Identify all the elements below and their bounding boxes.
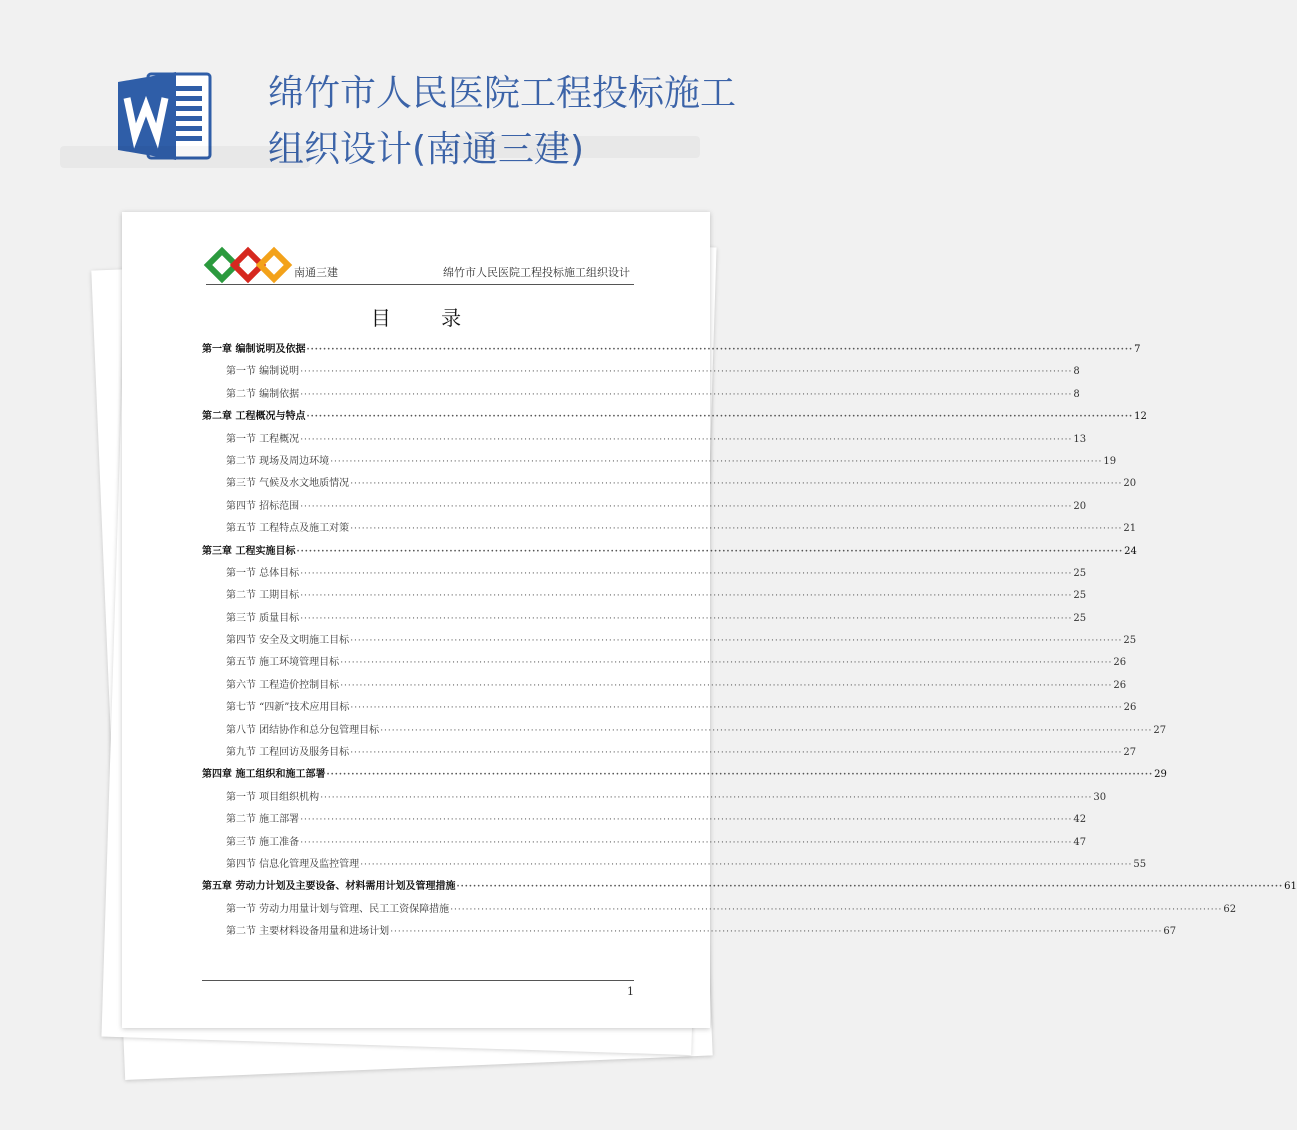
toc-dot-leader: ········································································································································································································ — [306, 345, 1134, 355]
toc-entry-title: 第五章 劳动力计划及主要设备、材料需用计划及管理措施 — [202, 881, 456, 893]
toc-entry-page: 21 — [1123, 523, 1137, 535]
toc-entry-page: 25 — [1073, 612, 1087, 624]
document-title: 绵竹市人民医院工程投标施工组织设计(南通三建) — [268, 73, 737, 170]
page-number: 1 — [627, 985, 634, 998]
toc-entry-page: 27 — [1123, 747, 1137, 759]
toc-entry-page: 20 — [1073, 500, 1087, 512]
toc-dot-leader: ········································································································································································································ — [300, 501, 1073, 512]
toc-dot-leader: ········································································································································································································ — [350, 524, 1123, 535]
toc-chapter-entry[interactable] — [202, 542, 1137, 564]
toc-section-entry[interactable] — [202, 564, 1087, 586]
toc-entry-page: 30 — [1093, 791, 1107, 803]
toc-entry-page: 13 — [1073, 433, 1087, 445]
toc-section-entry[interactable] — [202, 452, 1117, 474]
toc-section-entry[interactable] — [202, 788, 1107, 810]
header-project-title: 绵竹市人民医院工程投标施工组织设计 — [443, 266, 630, 279]
toc-entry-title: 第二节 主要材料设备用量和进场计划 — [226, 926, 390, 938]
toc-section-entry[interactable] — [202, 474, 1137, 496]
toc-entry-title: 第一节 项目组织机构 — [226, 791, 320, 803]
toc-dot-leader: ········································································································································································································ — [340, 658, 1113, 669]
toc-dot-leader: ········································································································································································································ — [340, 680, 1113, 691]
toc-dot-leader: ········································································································································································································ — [300, 591, 1073, 602]
toc-section-entry[interactable] — [202, 721, 1167, 743]
toc-entry-page: 19 — [1103, 455, 1117, 467]
toc-entry-title: 第二节 施工部署 — [226, 814, 300, 826]
toc-entry-title: 第一节 劳动力用量计划与管理、民工工资保障措施 — [226, 903, 450, 915]
company-logo — [206, 248, 290, 282]
toc-section-entry[interactable] — [202, 430, 1087, 452]
company-name: 南通三建 — [294, 266, 338, 279]
toc-section-entry[interactable] — [202, 362, 1080, 384]
toc-entry-title: 第一节 编制说明 — [226, 366, 300, 378]
toc-entry-title: 第二章 工程概况与特点 — [202, 411, 306, 423]
document-page — [122, 212, 1297, 1028]
toc-dot-leader: ········································································································································································································ — [350, 636, 1123, 647]
toc-entry-title: 第三节 质量目标 — [226, 612, 300, 624]
toc-section-entry[interactable] — [202, 922, 1177, 944]
toc-entry-page: 29 — [1154, 769, 1167, 781]
toc-entry-title: 第三章 工程实施目标 — [202, 545, 296, 557]
toc-dot-leader: ········································································································································································································ — [326, 770, 1154, 781]
toc-entry-title: 第五节 工程特点及施工对策 — [226, 523, 350, 535]
toc-section-entry[interactable] — [202, 833, 1087, 855]
toc-chapter-entry[interactable] — [202, 340, 1141, 362]
toc-dot-leader: ········································································································································································································ — [296, 546, 1124, 557]
toc-chapter-entry[interactable] — [202, 407, 1147, 429]
toc-entry-page: 8 — [1073, 366, 1080, 378]
toc-chapter-entry[interactable] — [202, 765, 1167, 787]
page-header — [206, 244, 634, 285]
toc-entry-page: 25 — [1073, 590, 1087, 602]
toc-entry-page: 55 — [1133, 858, 1147, 870]
toc-section-entry[interactable] — [202, 497, 1087, 519]
toc-entry-title: 第四节 招标范围 — [226, 500, 300, 512]
toc-entry-page: 8 — [1073, 388, 1080, 400]
toc-dot-leader: ········································································································································································································ — [320, 792, 1093, 803]
toc-section-entry[interactable] — [202, 900, 1237, 922]
toc-entry-title: 第二节 现场及周边环境 — [226, 455, 330, 467]
toc-entry-title: 第四节 信息化管理及监控管理 — [226, 858, 360, 870]
toc-dot-leader: ········································································································································································································ — [380, 725, 1153, 736]
toc-entry-title: 第三节 气候及水文地质情况 — [226, 478, 350, 490]
toc-entry-page: 26 — [1123, 702, 1137, 714]
toc-entry-page: 47 — [1073, 836, 1087, 848]
toc-dot-leader: ········································································································································································································ — [350, 703, 1123, 714]
toc-entry-title: 第七节 “四新”技术应用目标 — [226, 702, 350, 714]
toc-dot-leader: ········································································································································································································ — [390, 927, 1163, 938]
toc-entry-title: 第四章 施工组织和施工部署 — [202, 769, 326, 781]
toc-dot-leader: ········································································································································································································ — [306, 412, 1134, 423]
toc-entry-title: 第一节 总体目标 — [226, 567, 300, 579]
toc-entry-page: 26 — [1113, 679, 1127, 691]
toc-entry-page: 7 — [1134, 344, 1141, 355]
toc-entry-title: 第二节 工期目标 — [226, 590, 300, 602]
toc-dot-leader: ········································································································································································································ — [300, 815, 1073, 826]
toc-entry-page: 20 — [1123, 478, 1137, 490]
toc-section-entry[interactable] — [202, 586, 1087, 608]
toc-entry-page: 62 — [1223, 903, 1237, 915]
toc-entry-title: 第一节 工程概况 — [226, 433, 300, 445]
toc-dot-leader: ········································································································································································································ — [300, 613, 1073, 624]
toc-section-entry[interactable] — [202, 631, 1137, 653]
toc-entry-page: 12 — [1134, 411, 1147, 423]
toc-section-entry[interactable] — [202, 743, 1137, 765]
toc-section-entry[interactable] — [202, 609, 1087, 631]
toc-dot-leader: ········································································································································································································ — [300, 837, 1073, 848]
toc-entry-page: 25 — [1123, 635, 1137, 647]
toc-dot-leader: ········································································································································································································ — [360, 859, 1133, 870]
toc-section-entry[interactable] — [202, 698, 1137, 720]
toc-section-entry[interactable] — [202, 855, 1147, 877]
toc-entry-title: 第二节 编制依据 — [226, 388, 300, 400]
toc-dot-leader: ········································································································································································································ — [350, 479, 1123, 490]
toc-entry-page: 26 — [1113, 657, 1127, 669]
toc-dot-leader: ········································································································································································································ — [300, 389, 1073, 400]
toc-dot-leader: ········································································································································································································ — [450, 904, 1223, 915]
toc-title: 目 录 — [370, 306, 484, 330]
toc-entry-page: 25 — [1073, 567, 1087, 579]
toc-entry-title: 第三节 施工准备 — [226, 836, 300, 848]
toc-entry-page: 42 — [1073, 814, 1087, 826]
toc-section-entry[interactable] — [202, 810, 1087, 832]
toc-entry-page: 27 — [1153, 724, 1167, 736]
toc-entry-title: 第六节 工程造价控制目标 — [226, 679, 340, 691]
toc-entry-title: 第五节 施工环境管理目标 — [226, 657, 340, 669]
toc-dot-leader: ········································································································································································································ — [300, 367, 1073, 378]
toc-dot-leader: ········································································································································································································ — [456, 882, 1284, 893]
toc-entry-title: 第九节 工程回访及服务目标 — [226, 747, 350, 759]
toc-section-entry[interactable] — [202, 385, 1080, 407]
toc-chapter-entry[interactable] — [202, 877, 1297, 899]
toc-section-entry[interactable] — [202, 653, 1127, 675]
toc-dot-leader: ········································································································································································································ — [330, 456, 1103, 467]
toc-entry-page: 67 — [1163, 926, 1177, 938]
toc-entry-page: 61 — [1284, 881, 1297, 893]
toc-dot-leader: ········································································································································································································ — [350, 748, 1123, 759]
page-footer — [202, 980, 634, 998]
toc-dot-leader: ········································································································································································································ — [300, 434, 1073, 445]
toc-entry-title: 第八节 团结协作和总分包管理目标 — [226, 724, 380, 736]
toc-dot-leader: ········································································································································································································ — [300, 568, 1073, 579]
toc-entry-title: 第一章 编制说明及依据 — [202, 344, 306, 355]
toc-entry-page: 24 — [1124, 545, 1137, 557]
toc-entry-title: 第四节 安全及文明施工目标 — [226, 635, 350, 647]
word-document-icon — [118, 68, 214, 164]
table-of-contents — [202, 340, 1297, 945]
toc-section-entry[interactable] — [202, 519, 1137, 541]
toc-section-entry[interactable] — [202, 676, 1127, 698]
